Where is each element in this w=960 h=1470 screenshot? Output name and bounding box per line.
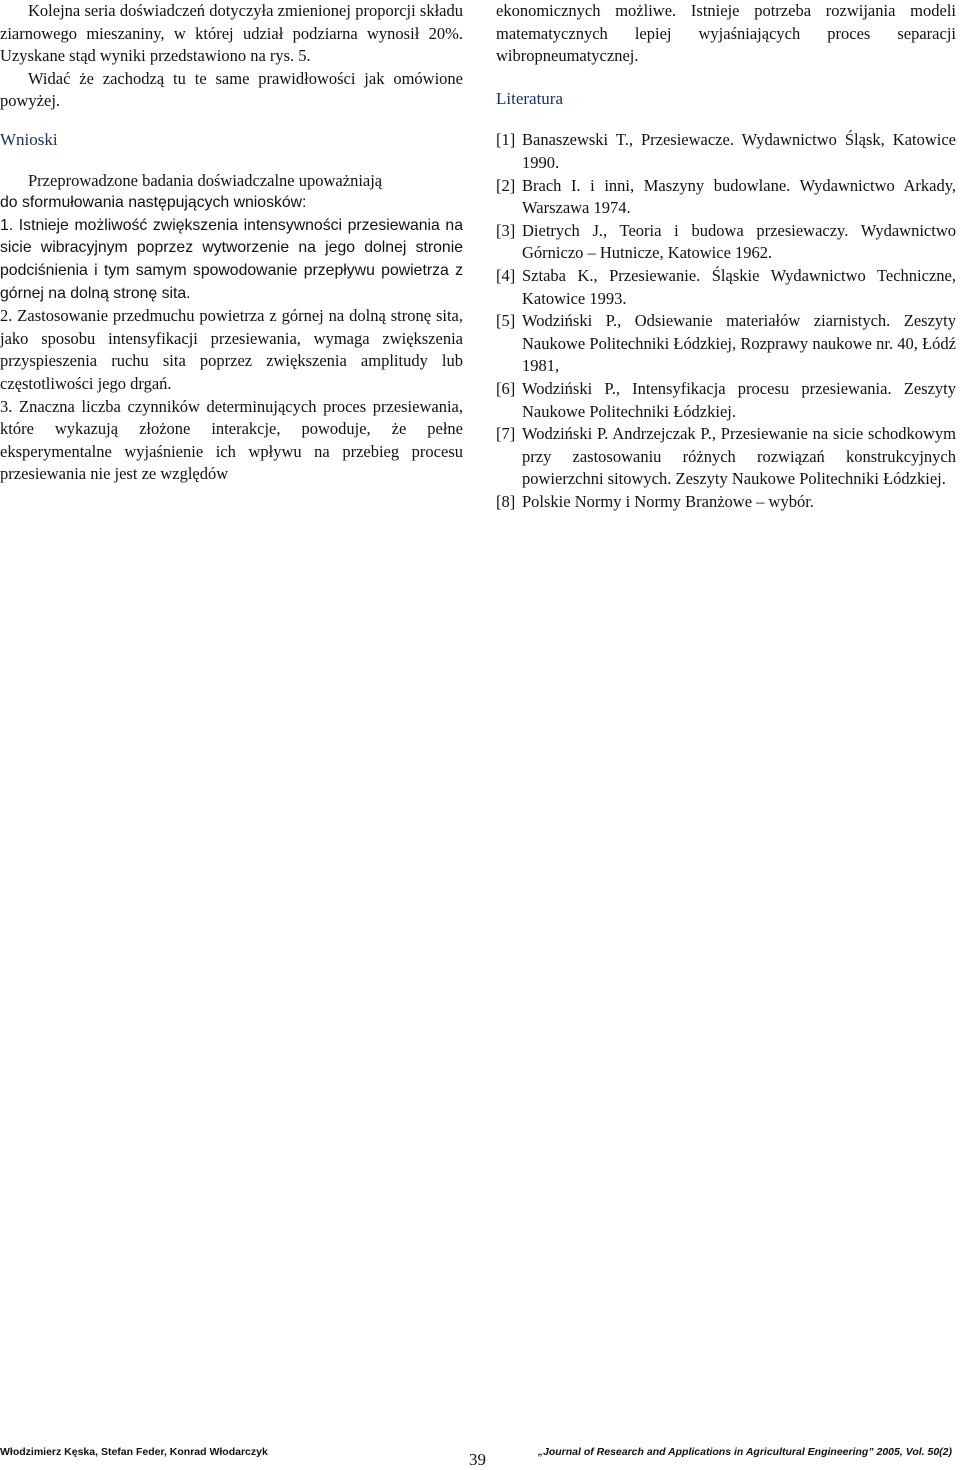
reference-item [496,423,956,491]
reference-number: [8] [496,491,516,511]
reference-number: [1] [496,130,516,150]
reference-list [496,129,956,513]
paragraph-experiment-series: Kolejna seria doświadczeń dotyczyła zmienionej proporcji składu ziarnowego mieszaniny, w której udział podziarna wynosił 20%. Uzyskane stąd wyniki przedstawiono na rys. 5. [0,1,463,66]
conclusions-intro-line2: do sformułowania następujących wniosków: [0,194,307,212]
page-number: 39 [469,1450,486,1469]
paragraph-observation: Widać że zachodzą tu te same prawidłowości jak omówione powyżej. [0,68,463,111]
reference-text: Dietrych J., Teoria i budowa przesiewaczy. Wydawnictwo Górniczo – Hutnicze, Katowice 1962. [522,220,956,263]
reference-text: Brach I. i inni, Maszyny budowlane. Wydawnictwo Arkady, Warszawa 1974. [522,175,956,218]
paragraph-continuation: ekonomicznych możliwe. Istnieje potrzeba rozwijania modeli matematycznych lepiej wyjaśniających proces separacji wibropneumatycznej. [496,1,956,66]
reference-item [496,175,956,220]
footer-journal: „Journal of Research and Applications in Agricultural Engineering” 2005, Vol. 50(2) [537,1446,952,1458]
conclusions-intro-line1: Przeprowadzone badania doświadczalne upoważniają [28,170,383,190]
reference-text: Wodziński P. Andrzejczak P., Przesiewanie na sicie schodkowym przy zastosowaniu różnych rozwiązań konstrukcyjnych powierzchni sitowych. Zeszyty Naukowe Politechniki Łódzkiej. [522,424,956,489]
reference-number: [6] [496,378,516,398]
reference-number: [4] [496,265,516,285]
reference-text: Wodziński P., Odsiewanie materiałów ziarnistych. Zeszyty Naukowe Politechniki Łódzkiej, Rozprawy naukowe nr. 40, Łódź 1981, [522,311,956,376]
section-heading-conclusions: Wnioski [0,129,58,149]
reference-item [496,265,956,310]
footer-authors: Włodzimierz Kęska, Stefan Feder, Konrad Włodarczyk [0,1446,268,1458]
section-heading-references: Literatura [496,88,564,108]
reference-number: [5] [496,311,516,331]
left-column [0,0,463,486]
reference-item [496,378,956,423]
reference-item [496,129,956,174]
conclusion-item-2: 2. Zastosowanie przedmuchu powietrza z górnej na dolną stronę sita, jako sposobu intensyfikacji przesiewania, wymaga zwiększenia przyspieszenia ruchu sita poprzez zwiększenia amplitudy lub częstotliwości jego drgań. [0,306,463,393]
right-column [496,0,956,513]
reference-text: Wodziński P., Intensyfikacja procesu przesiewania. Zeszyty Naukowe Politechniki Łódzkiej. [522,378,956,421]
reference-text: Banaszewski T., Przesiewacze. Wydawnictwo Śląsk, Katowice 1990. [522,130,956,172]
reference-text: Polskie Normy i Normy Branżowe – wybór. [522,491,814,511]
reference-number: [3] [496,220,516,240]
reference-text: Sztaba K., Przesiewanie. Śląskie Wydawnictwo Techniczne, Katowice 1993. [522,265,956,308]
conclusion-item-1: 1. Istnieje możliwość zwiększenia intensywności przesiewania na sicie wibracyjnym poprzez wytworzenie na jego dolnej stronie podciśnienia i tym samym spowodowanie przepływu powietrza z górnej na dolną stronę sita. [0,216,463,302]
reference-item [496,491,956,514]
reference-number: [2] [496,175,516,195]
reference-item [496,220,956,265]
reference-item [496,310,956,378]
conclusion-item-3: 3. Znaczna liczba czynników determinujących proces przesiewania, które wykazują złożone interakcje, powoduje, że pełne eksperymentalne wyjaśnienie ich wpływu na przebieg procesu przesiewania nie jest ze względów [0,396,463,484]
reference-number: [7] [496,424,516,444]
